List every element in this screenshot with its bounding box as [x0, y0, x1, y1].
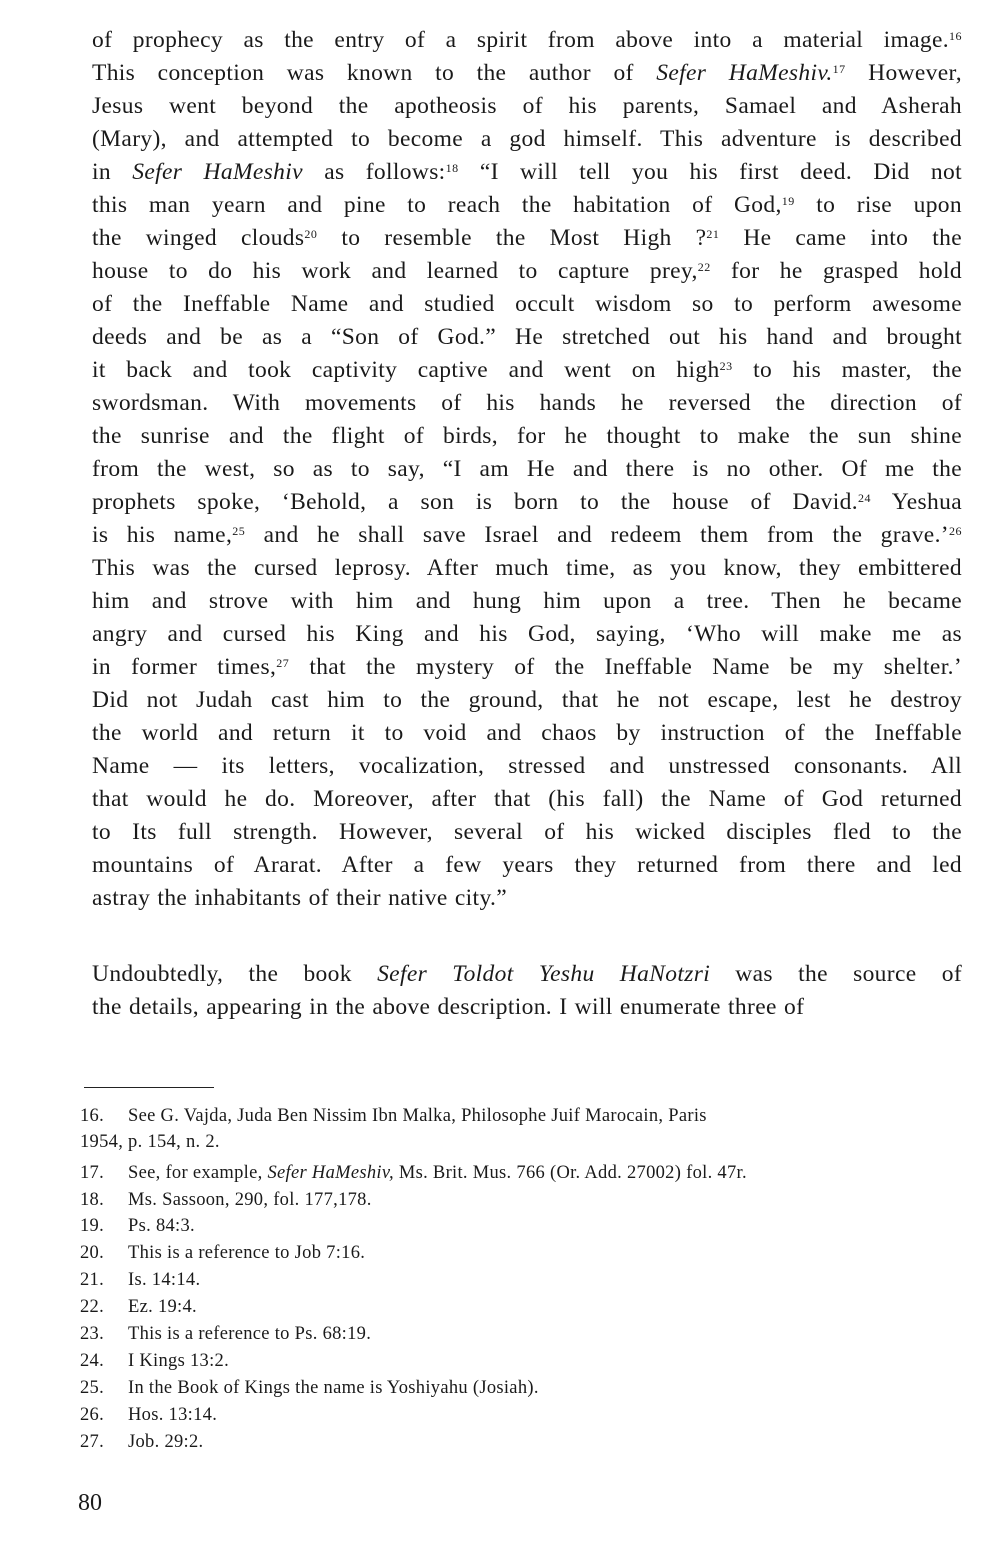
- footnote-number: 24.: [80, 1351, 105, 1371]
- footnote: [80, 1160, 747, 1186]
- text-run: in: [92, 159, 133, 185]
- text-line: [92, 123, 962, 155]
- footnote-ref: 19: [781, 194, 795, 208]
- footnote-ref: 18: [445, 161, 459, 175]
- text-run: In the Book of Kings the name is Yoshiyahu (Josiah).: [128, 1378, 539, 1398]
- page-number: 80: [78, 1490, 102, 1516]
- footnote-number: 20.: [80, 1243, 105, 1263]
- text-run: Ms. Brit. Mus. 766 (Or. Add. 27002) fol. 47r.: [393, 1163, 747, 1183]
- text-run: mountains of Ararat. After a few years they returned from there and led: [92, 852, 962, 878]
- text-run: 1954, p. 154, n. 2.: [80, 1132, 220, 1152]
- text-line: [92, 519, 962, 551]
- text-run: “I will tell you his first deed. Did not: [458, 159, 962, 185]
- text-run: Is. 14:14.: [128, 1270, 201, 1290]
- text-run: Ms. Sassoon, 290, fol. 177,178.: [128, 1190, 372, 1210]
- text-run: the world and return it to void and chaos by instruction of the Ineffable: [92, 720, 962, 746]
- footnote-number: 18.: [80, 1190, 105, 1210]
- footnote-ref: 25: [232, 524, 246, 538]
- text-run: Yeshua: [870, 489, 963, 515]
- text-run: Did not Judah cast him to the ground, that he not escape, lest he destroy: [92, 687, 962, 713]
- text-line: [92, 486, 962, 518]
- footnote-number: 23.: [80, 1324, 105, 1344]
- text-run: This is a reference to Job 7:16.: [128, 1243, 366, 1263]
- text-run: him and strove with him and hung him upon a tree. Then he became: [92, 588, 962, 614]
- footnote-number: 27.: [80, 1432, 105, 1452]
- text-run: Ez. 19:4.: [128, 1297, 197, 1317]
- text-run: See G. Vajda, Juda Ben Nissim Ibn Malka, Philosophe Juif Marocain, Paris: [128, 1106, 707, 1126]
- text-line: [92, 288, 962, 320]
- text-run: Ps. 84:3.: [128, 1216, 195, 1236]
- text-run: angry and cursed his King and his God, saying, ‘Who will make me as: [92, 621, 962, 647]
- text-line: [92, 255, 962, 287]
- footnote-number: 25.: [80, 1378, 105, 1398]
- italic-title: Sefer Toldot Yeshu HaNotzri: [377, 961, 711, 987]
- footnote-ref: 17: [832, 62, 846, 76]
- text-line: [92, 156, 962, 188]
- footnote: [80, 1294, 197, 1320]
- footnote: [80, 1402, 217, 1428]
- text-run: house to do his work and learned to capture prey,: [92, 258, 698, 284]
- text-line: [92, 991, 962, 1023]
- footnote-ref: 26: [948, 524, 962, 538]
- text-run: swordsman. With movements of his hands he reversed the direction of: [92, 390, 962, 416]
- text-line: [92, 783, 962, 815]
- footnote-number: 26.: [80, 1405, 105, 1425]
- footnote-ref: 20: [304, 227, 318, 241]
- text-run: This conception was known to the author of: [92, 60, 657, 86]
- text-run: However,: [845, 60, 963, 86]
- footnote: [80, 1240, 365, 1266]
- footnote-ref: 24: [857, 491, 871, 505]
- text-line: [92, 24, 962, 56]
- text-run: was the source of: [710, 961, 963, 987]
- footnote: [80, 1267, 200, 1293]
- italic-title: Sefer HaMeshiv.: [656, 60, 833, 86]
- footnote: [80, 1348, 229, 1374]
- footnote-ref: 22: [697, 260, 711, 274]
- footnote-number: 16.: [80, 1106, 105, 1126]
- text-line: [92, 651, 962, 683]
- text-run: See, for example,: [128, 1163, 268, 1183]
- text-line: [92, 849, 962, 881]
- italic-title: Sefer HaMeshiv,: [267, 1163, 394, 1183]
- text-run: astray the inhabitants of their native city.”: [92, 885, 508, 911]
- footnote-ref: 23: [719, 359, 733, 373]
- text-run: Jesus went beyond the apotheosis of his parents, Samael and Asherah: [92, 93, 962, 119]
- footnote: [80, 1103, 707, 1129]
- text-run: of prophecy as the entry of a spirit from above into a material image.: [92, 27, 949, 53]
- text-run: deeds and be as a “Son of God.” He stretched out his hand and brought: [92, 324, 962, 350]
- text-line: [92, 453, 962, 485]
- footnote-number: 21.: [80, 1270, 105, 1290]
- text-line: [92, 717, 962, 749]
- footnote-number: 17.: [80, 1163, 105, 1183]
- footnote: [80, 1375, 539, 1401]
- text-run: prophets spoke, ‘Behold, a son is born to the house of David.: [92, 489, 858, 515]
- text-run: and he shall save Israel and redeem them from the grave.’: [245, 522, 949, 548]
- footnote: [80, 1187, 372, 1213]
- text-run: the details, appearing in the above description. I will enumerate three of: [92, 994, 805, 1020]
- footnote-ref: 16: [949, 29, 962, 43]
- text-run: Hos. 13:14.: [128, 1405, 218, 1425]
- footnote-ref: 21: [706, 227, 720, 241]
- text-run: to Its full strength. However, several of his wicked disciples fled to the: [92, 819, 962, 845]
- text-line: [92, 552, 962, 584]
- text-line: [92, 750, 962, 782]
- text-line: [92, 189, 962, 221]
- text-run: is his name,: [92, 522, 233, 548]
- text-run: the sunrise and the flight of birds, for he thought to make the sun shine: [92, 423, 962, 449]
- footnote-number: 22.: [80, 1297, 105, 1317]
- text-run: from the west, so as to say, “I am He and there is no other. Of me the: [92, 456, 962, 482]
- footnote: [80, 1213, 195, 1239]
- text-line: [92, 958, 962, 990]
- text-run: in former times,: [92, 654, 277, 680]
- footnote: [80, 1129, 220, 1155]
- text-line: [92, 816, 962, 848]
- text-line: [92, 321, 962, 353]
- text-run: to resemble the Most High ?: [317, 225, 707, 251]
- text-run: the winged clouds: [92, 225, 305, 251]
- text-run: that the mystery of the Ineffable Name be my shelter.’: [289, 654, 962, 680]
- text-run: it back and took captivity captive and went on high: [92, 357, 720, 383]
- footnote: [80, 1429, 203, 1455]
- text-run: as follows:: [302, 159, 446, 185]
- footnote-divider: [84, 1087, 214, 1088]
- text-line: [92, 684, 962, 716]
- text-run: This is a reference to Ps. 68:19.: [128, 1324, 372, 1344]
- text-line: [92, 882, 962, 914]
- text-run: to his master, the: [732, 357, 963, 383]
- footnote-ref: 27: [276, 656, 290, 670]
- text-run: I Kings 13:2.: [128, 1351, 230, 1371]
- text-run: of the Ineffable Name and studied occult wisdom so to perform awesome: [92, 291, 962, 317]
- text-run: that would he do. Moreover, after that (his fall) the Name of God returned: [92, 786, 962, 812]
- text-run: This was the cursed leprosy. After much time, as you know, they embittered: [92, 555, 962, 581]
- text-line: [92, 354, 962, 386]
- text-run: (Mary), and attempted to become a god himself. This adventure is described: [92, 126, 962, 152]
- text-run: to rise upon: [794, 192, 962, 218]
- text-line: [92, 90, 962, 122]
- text-line: [92, 387, 962, 419]
- text-line: [92, 57, 962, 89]
- text-line: [92, 618, 962, 650]
- text-line: [92, 420, 962, 452]
- footnote: [80, 1321, 371, 1347]
- italic-title: Sefer HaMeshiv: [132, 159, 303, 185]
- footnote-number: 19.: [80, 1216, 105, 1236]
- text-run: this man yearn and pine to reach the habitation of God,: [92, 192, 782, 218]
- text-run: He came into the: [719, 225, 962, 251]
- text-line: [92, 585, 962, 617]
- text-run: Job. 29:2.: [128, 1432, 204, 1452]
- text-run: Undoubtedly, the book: [92, 961, 378, 987]
- text-line: [92, 222, 962, 254]
- text-run: for he grasped hold: [710, 258, 962, 284]
- text-run: Name — its letters, vocalization, stressed and unstressed consonants. All: [92, 753, 962, 779]
